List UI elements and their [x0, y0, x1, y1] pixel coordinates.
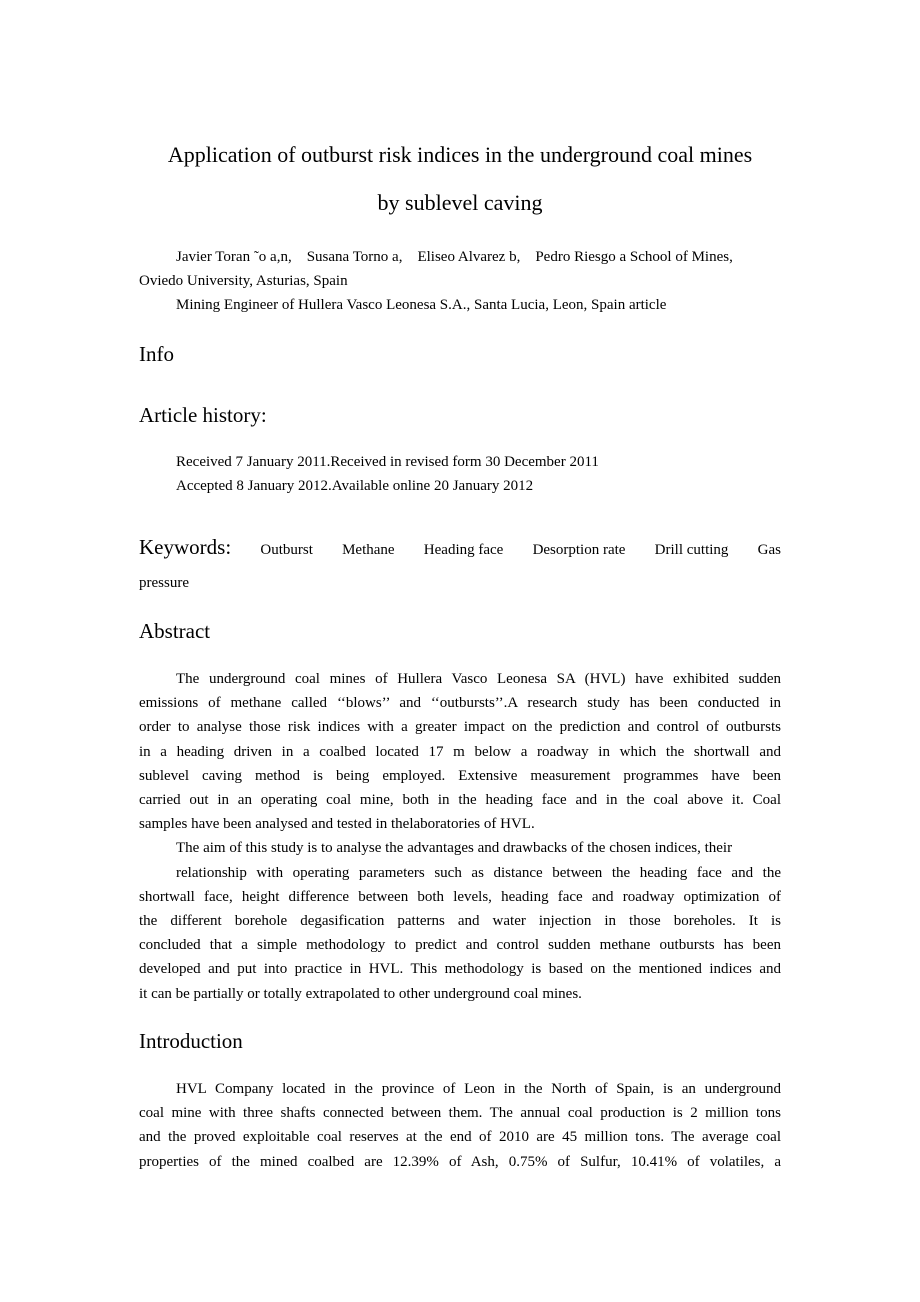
introduction-heading: Introduction: [139, 1029, 243, 1053]
abstract-p2-line: relationship with operating parameters such as distance between the heading face and the: [176, 864, 781, 881]
authors-block: [139, 245, 781, 293]
affiliation-line: Mining Engineer of Hullera Vasco Leonesa S.A., Santa Lucia, Leon, Spain article: [176, 297, 667, 313]
keyword-item: Methane: [342, 542, 395, 558]
abstract-p1-line: carried out in an operating coal mine, both in the heading face and in the coal above it. Coal: [139, 792, 781, 809]
keyword-item: Desorption rate: [532, 542, 626, 558]
article-history-heading: Article history:: [139, 403, 267, 427]
introduction-body: [139, 1077, 781, 1174]
abstract-p1-line: samples have been analysed and tested in thelaboratories of HVL.: [139, 816, 535, 833]
authors-line-2: Oviedo University, Asturias, Spain: [139, 273, 348, 290]
affiliation: [139, 293, 781, 317]
abstract-p2-line: the different borehole degasification patterns and water injection in those boreholes. It is: [139, 913, 781, 930]
keywords-row: [139, 535, 781, 560]
authors-line-1: Javier Toran ˜o a,n, Susana Torno a, Eliseo Alvarez b, Pedro Riesgo a School of Mines,: [176, 249, 733, 265]
abstract-p1-line: emissions of methane called ‘‘blows’’ and ‘‘outbursts’’.A research study has been conducted in: [139, 695, 781, 712]
abstract-p1-line: sublevel caving method is being employed. Extensive measurement programmes have been: [139, 767, 781, 784]
paper-title-line-1: Application of outburst risk indices in the underground coal mines: [167, 142, 753, 167]
introduction-line: properties of the mined coalbed are 12.39% of Ash, 0.75% of Sulfur, 10.41% of volatiles, a: [139, 1153, 781, 1170]
info-heading: Info: [139, 342, 174, 366]
abstract-p2-line: it can be partially or totally extrapolated to other underground coal mines.: [139, 985, 582, 1002]
article-history: [139, 450, 781, 498]
introduction-line: and the proved exploitable coal reserves at the end of 2010 are 45 million tons. The average coal: [139, 1129, 781, 1146]
abstract-p2-line: concluded that a simple methodology to predict and control sudden methane outbursts has been: [139, 937, 781, 954]
keyword-item: Drill cutting: [654, 542, 729, 558]
keyword-item: Gas: [757, 542, 781, 558]
introduction-line: HVL Company located in the province of Leon in the North of Spain, is an underground: [176, 1081, 781, 1097]
paper-title-line-2: by sublevel caving: [377, 190, 543, 215]
abstract-p1-line: in a heading driven in a coalbed located 17 m below a roadway in which the shortwall and: [139, 743, 781, 760]
keywords-label: Keywords:: [139, 535, 232, 559]
keyword-item: Heading face: [423, 542, 504, 558]
abstract-p1-line: The underground coal mines of Hullera Vasco Leonesa SA (HVL) have exhibited sudden: [176, 671, 781, 687]
keyword-item: Outburst: [260, 542, 313, 558]
keyword-continuation-text: pressure: [139, 575, 189, 591]
keywords-continuation: [139, 571, 781, 595]
abstract-p1-line: order to analyse those risk indices with a greater impact on the prediction and control of outbursts: [139, 719, 781, 736]
history-line-1: Received 7 January 2011.Received in revised form 30 December 2011: [176, 454, 599, 470]
abstract-p2-line: shortwall face, height difference between both levels, heading face and roadway optimization of: [139, 888, 781, 905]
abstract-p2-line: The aim of this study is to analyse the advantages and drawbacks of the chosen indices, their: [176, 840, 733, 857]
abstract-body: [139, 667, 781, 1006]
abstract-heading: Abstract: [139, 619, 211, 643]
history-line-2: Accepted 8 January 2012.Available online 20 January 2012: [176, 478, 534, 495]
introduction-line: coal mine with three shafts connected between them. The annual coal production is 2 million tons: [139, 1105, 781, 1122]
abstract-p2-line: developed and put into practice in HVL. This methodology is based on the mentioned indices and: [139, 961, 781, 978]
